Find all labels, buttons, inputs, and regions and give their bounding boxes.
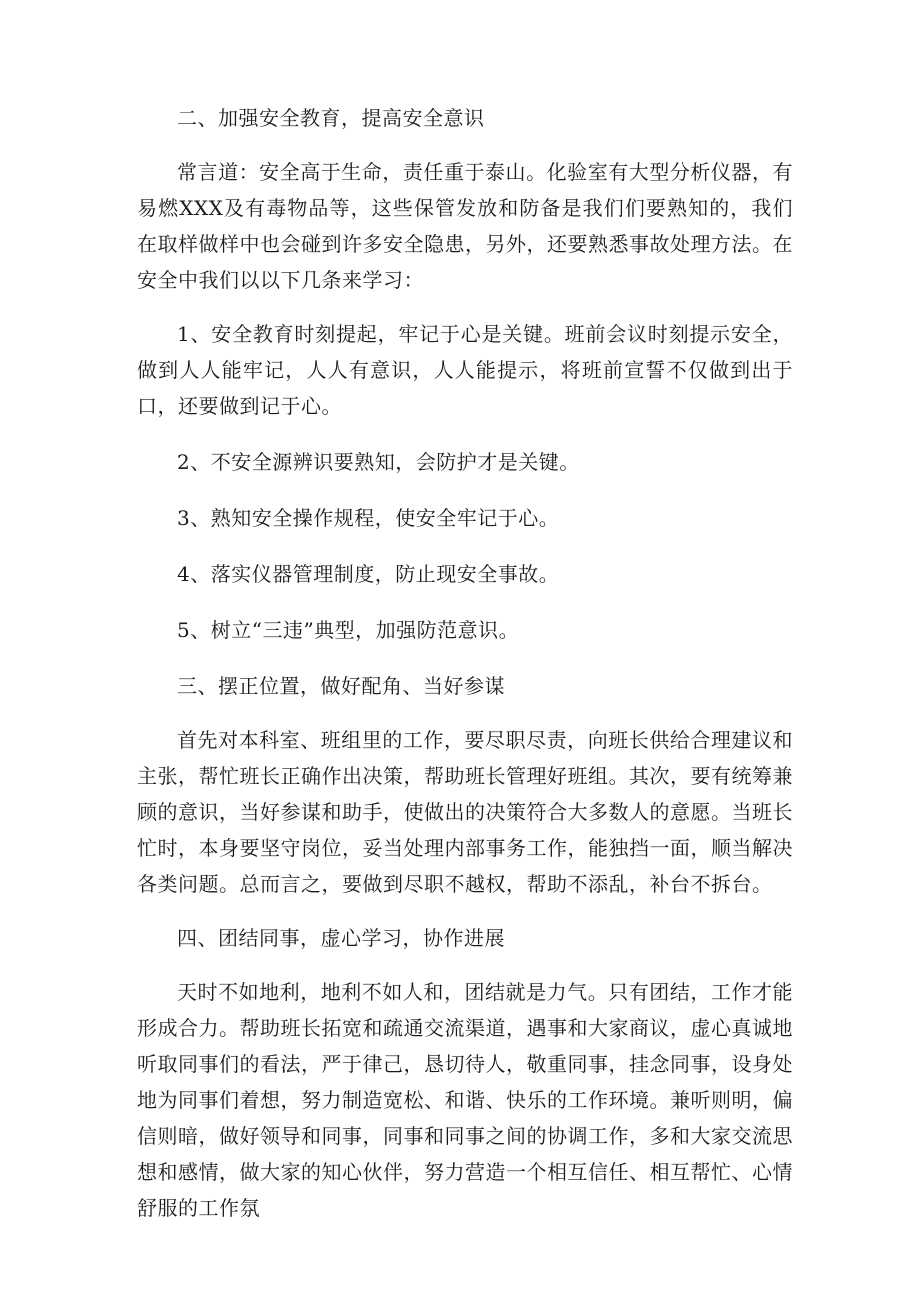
list-item: 4、落实仪器管理制度，防止现安全事故。 (177, 562, 560, 586)
section-4-paragraph: 天时不如地利，地利不如人和，团结就是力气。只有团结，工作才能形成合力。帮助班长拓宽和疏通交流渠道，遇事和大家商议，虚心真诚地听取同事们的看法，严于律己，恳切待人，敬重同事，挂念同事，设身处地为同事们着想，努力制造宽松、和谐、快乐的工作环境。兼听则明，偏信则暗，做好领导和同事，同事和同事之间的协调工作，多和大家交流思想和感情，做大家的知心伙伴，努力营造一个相互信任、相互帮忙、心情舒服的工作氛 (137, 980, 793, 1220)
section-2-paragraph: 常言道：安全高于生命，责任重于泰山。化验室有大型分析仪器，有易燃XXX及有毒物品等，这些保管发放和防备是我们们要熟知的，我们在取样做样中也会碰到许多安全隐患，另外，还要熟悉事故处理方法。在安全中我们以以下几条来学习： (137, 160, 793, 292)
list-item: 1、安全教育时刻提起，牢记于心是关键。班前会议时刻提示安全，做到人人能牢记，人人有意识，人人能提示，将班前宣誓不仅做到出于口，还要做到记于心。 (137, 322, 793, 418)
section-heading-2: 二、加强安全教育，提高安全意识 (177, 106, 485, 130)
list-item: 2、不安全源辨识要熟知，会防护才是关键。 (177, 450, 580, 474)
section-heading-4: 四、团结同事，虚心学习，协作进展 (177, 926, 505, 950)
list-item: 3、熟知安全操作规程，使安全牢记于心。 (177, 506, 560, 530)
list-item: 5、树立“三违”典型，加强防范意识。 (177, 618, 520, 642)
section-heading-3: 三、摆正位置，做好配角、当好参谋 (177, 674, 505, 698)
section-3-paragraph: 首先对本科室、班组里的工作，要尽职尽责，向班长供给合理建议和主张，帮忙班长正确作出决策，帮助班长管理好班组。其次，要有统筹兼顾的意识，当好参谋和助手，使做出的决策符合大多数人的意愿。当班长忙时，本身要坚守岗位，妥当处理内部事务工作，能独挡一面，顺当解决各类问题。总而言之，要做到尽职不越权，帮助不添乱，补台不拆台。 (137, 728, 793, 896)
document-page (137, 100, 793, 1244)
